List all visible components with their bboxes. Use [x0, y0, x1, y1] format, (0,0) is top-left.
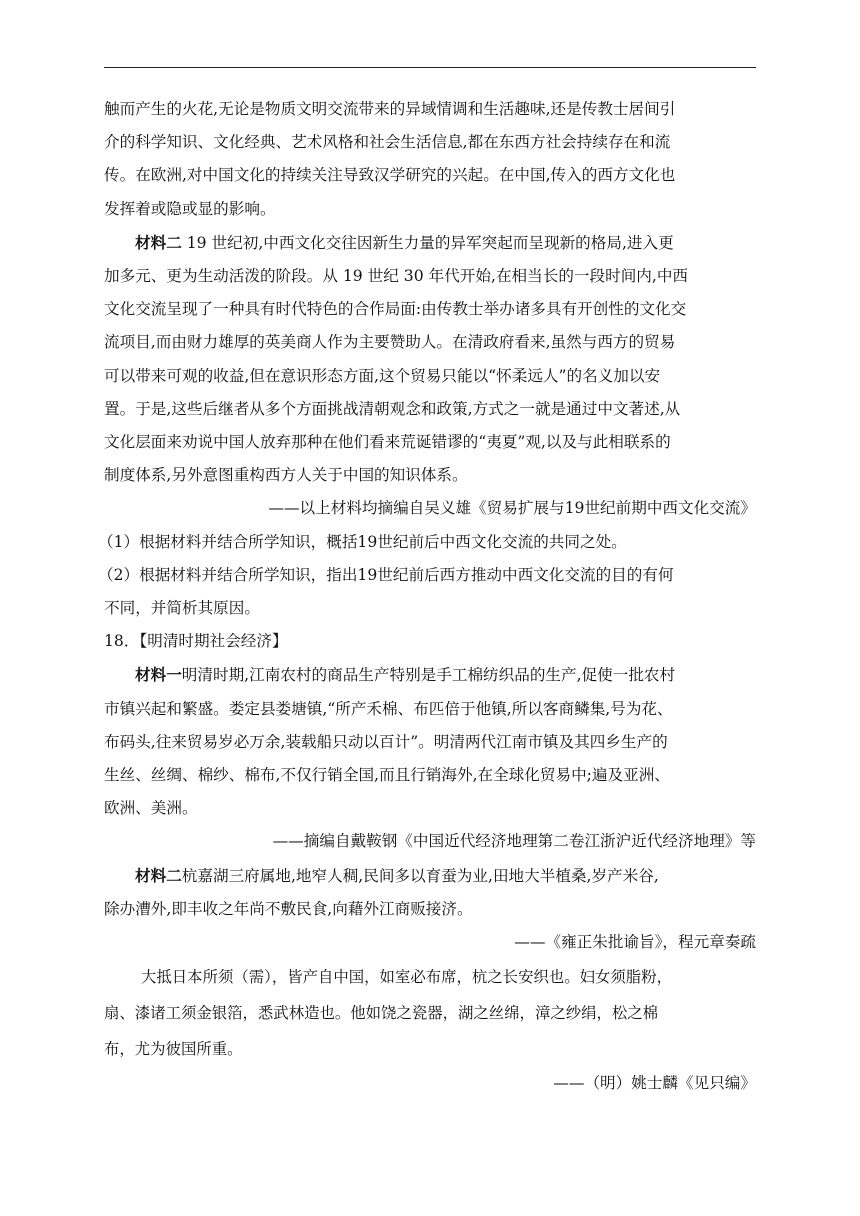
material-label: 材料二	[135, 232, 182, 252]
text-line: 可以带来可观的收益,但在意识形态方面,这个贸易只能以“怀柔远人”的名义加以安	[104, 366, 661, 385]
text-line: 传。在欧洲,对中国文化的持续关注导致汉学研究的兴起。在中国,传入的西方文化也	[104, 166, 676, 185]
material-two-first-line	[104, 226, 756, 260]
source-citation: ——《雍正朱批谕旨》，程元章奏疏	[514, 933, 756, 952]
quote-line: 布，尤为彼国所重。	[104, 1040, 243, 1059]
text-line: 布码头,往来贸易岁必万余,装载船只动以百计”。明清两代江南市镇及其四乡生产的	[104, 732, 668, 751]
question-2-cont: 不同，并简析其原因。	[104, 599, 260, 618]
material-label: 材料二	[135, 865, 182, 885]
quote-line: 扇、漆诸工须金银箔，悉武林造也。他如饶之瓷器，湖之丝绵，漳之纱绢，松之棉	[104, 1004, 659, 1023]
text-line: 除办漕外,即丰收之年尚不敷民食,向藉外江商贩接济。	[104, 899, 473, 918]
text-span: 杭嘉湖三府属地,地窄人稠,民间多以育蚕为业,田地大半植桑,岁产米谷,	[181, 866, 659, 885]
quote-line: 大抵日本所须（需），皆产自中国，如室必布席，杭之长安织也。妇女须脂粉，	[141, 968, 672, 987]
text-line: 加多元、更为生动活泼的阶段。从 19 世纪 30 年代开始,在相当长的一段时间内,中西	[104, 267, 689, 286]
text-line: 市镇兴起和繁盛。娄定县娄塘镇,“所产禾棉、布匹倍于他镇,所以客商鳞集,号为花、	[104, 699, 673, 718]
text-line: 流项目,而由财力雄厚的英美商人作为主要赞助人。在清政府看来,虽然与西方的贸易	[104, 333, 676, 352]
material-label: 材料一	[135, 665, 182, 685]
text-line: 置。于是,这些后继者从多个方面挑战清朝观念和政策,方式之一就是通过中文著述,从	[104, 399, 681, 418]
material-one-first-line	[104, 658, 756, 692]
material-two-first-line	[104, 859, 756, 893]
question-18-heading: 18．【明清时期社会经济】	[104, 632, 288, 651]
source-citation: ——以上材料均摘编自吴义雄《贸易扩展与19世纪前期中西文化交流》	[268, 499, 756, 518]
document-body	[98, 93, 756, 1100]
text-line: 生丝、丝绸、棉纱、棉布,不仅行销全国,而且行销海外,在全球化贸易中;遍及亚洲、	[104, 766, 670, 785]
text-line: 制度体系,另外意图重构西方人关于中国的知识体系。	[104, 466, 468, 485]
text-span: 明清时期,江南农村的商品生产特别是手工棉纺织品的生产,促使一批农村	[181, 666, 676, 685]
source-citation: ——（明）姚士麟《见只编》	[553, 1074, 756, 1093]
question-2: （2）根据材料并结合所学知识，指出19世纪前后西方推动中西文化交流的目的有何	[98, 565, 674, 584]
text-line: 触而产生的火花,无论是物质文明交流带来的异域情调和生活趣味,还是传教士居间引	[104, 100, 676, 118]
text-span: 19 世纪初,中西文化交往因新生力量的异军突起而呈现新的格局,进入更	[181, 233, 674, 252]
text-line: 文化交流呈现了一种具有时代特色的合作局面:由传教士举办诸多具有开创性的文化交	[104, 300, 687, 319]
header-rule	[104, 67, 756, 68]
text-line: 发挥着或隐或显的影响。	[104, 199, 276, 218]
source-citation: ——摘编自戴鞍钢《中国近代经济地理第二卷江浙沪近代经济地理》等	[272, 832, 756, 851]
text-line: 介的科学知识、文化经典、艺术风格和社会生活信息,都在东西方社会持续存在和流	[104, 133, 671, 152]
question-1: （1）根据材料并结合所学知识，概括19世纪前后中西文化交流的共同之处。	[98, 532, 627, 551]
text-line: 文化层面来劝说中国人放弃那种在他们看来荒诞错谬的“夷夏”观,以及与此相联系的	[104, 433, 671, 452]
text-line: 欧洲、美洲。	[104, 799, 198, 818]
